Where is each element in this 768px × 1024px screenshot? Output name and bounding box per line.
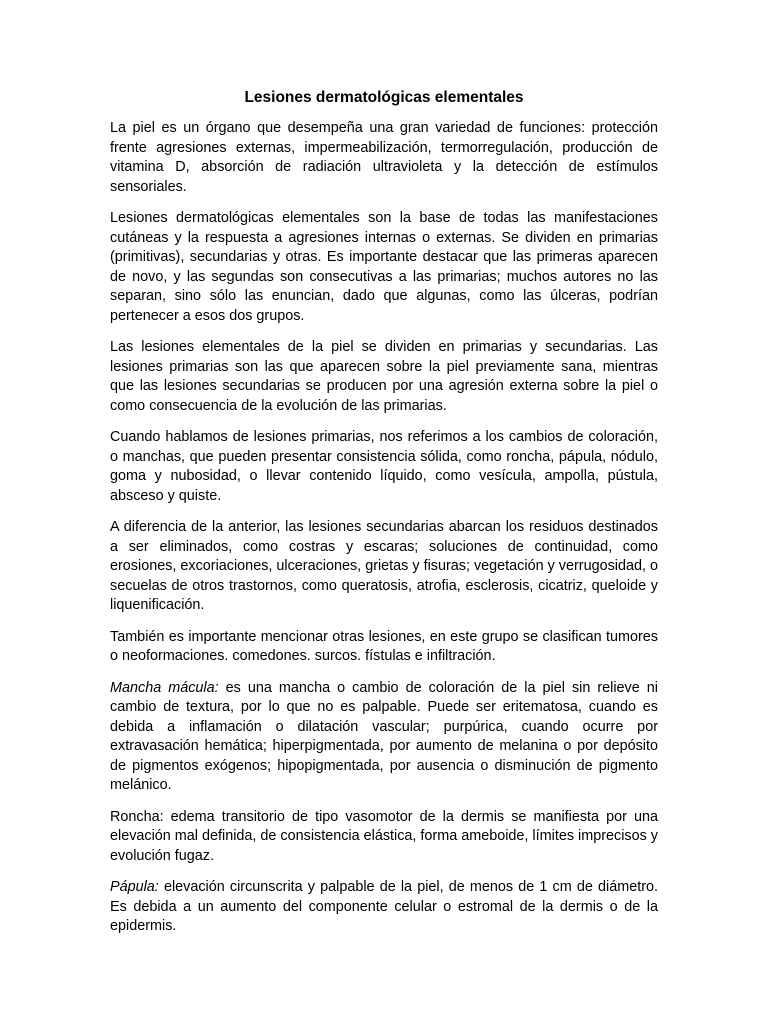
paragraph-mancha-macula [110,679,658,796]
paragraph-papula [110,878,658,937]
paragraph-other-lesions [110,628,658,667]
paragraph-text: También es importante mencionar otras lesiones, en este grupo se clasifican tumores o neoformaciones. comedones. surcos. fístulas e infiltración. [110,628,658,664]
paragraph-text: es una mancha o cambio de coloración de la piel sin relieve ni cambio de textura, por lo que no es palpable. Puede ser eritematosa, cuando es debida a inflamación o dilatación vascular; purpúrica, cuando ocurre por extravasación hemática; hiperpigmentada, por aumento de melanina o por depósito de pigmentos exógenos; hipopigmentada, por ausencia o disminución de pigmento melánico. [110,679,658,793]
paragraph-primary-lesions [110,428,658,506]
paragraph-text: Roncha: edema transitorio de tipo vasomotor de la dermis se manifiesta por una elevación mal definida, de consistencia elástica, forma ameboide, límites imprecisos y evolución fugaz. [110,808,658,864]
paragraph-text: Las lesiones elementales de la piel se dividen en primarias y secundarias. Las lesiones primarias son las que aparecen sobre la piel previamente sana, mientras que las lesiones secundarias se producen por una agresión externa sobre la piel o como consecuencia de la evolución de las primarias. [110,339,658,414]
document-title: Lesiones dermatológicas elementales [244,89,524,106]
paragraph-primary-secondary [110,338,658,416]
paragraph-text: La piel es un órgano que desempeña una gran variedad de funciones: protección frente agresiones externas, impermeabilización, termorregulación, producción de vitamina D, absorción de radiación ultravioleta y la detección de estímulos sensoriales. [110,120,658,195]
term-papula: Pápula: [110,879,159,895]
paragraph-elementary-lesions [110,209,658,326]
paragraph-secondary-lesions [110,518,658,616]
paragraph-text: Lesiones dermatológicas elementales son la base de todas las manifestaciones cutáneas y la respuesta a agresiones internas o externas. Se dividen en primarias (primitivas), secundarias y otras. Es importante destacar que las primeras aparecen de novo, y las segundas son consecutivas a las primarias; muchos autores no las separan, sino sólo las enuncian, dado que algunas, como las úlceras, podrían pertenecer a esos dos grupos. [110,210,658,324]
paragraph-text: A diferencia de la anterior, las lesiones secundarias abarcan los residuos destinados a ser eliminados, como costras y escaras; soluciones de continuidad, como erosiones, excoriaciones, ulceraciones, grietas y fisuras; vegetación y verrugosidad, o secuelas de otros trastornos, como queratosis, atrofia, esclerosis, cicatriz, queloide y liquenificación. [110,519,658,613]
paragraph-text: Cuando hablamos de lesiones primarias, nos referimos a los cambios de coloración, o manchas, que pueden presentar consistencia sólida, como roncha, pápula, nódulo, goma y nubosidad, o llevar contenido líquido, como vesícula, ampolla, pústula, absceso y quiste. [110,429,658,504]
paragraph-text: elevación circunscrita y palpable de la piel, de menos de 1 cm de diámetro. Es debida a un aumento del componente celular o estromal de la dermis o de la epidermis. [110,879,658,934]
term-mancha-macula: Mancha mácula: [110,679,219,696]
paragraph-roncha [110,808,658,867]
paragraph-skin-functions [110,119,658,197]
